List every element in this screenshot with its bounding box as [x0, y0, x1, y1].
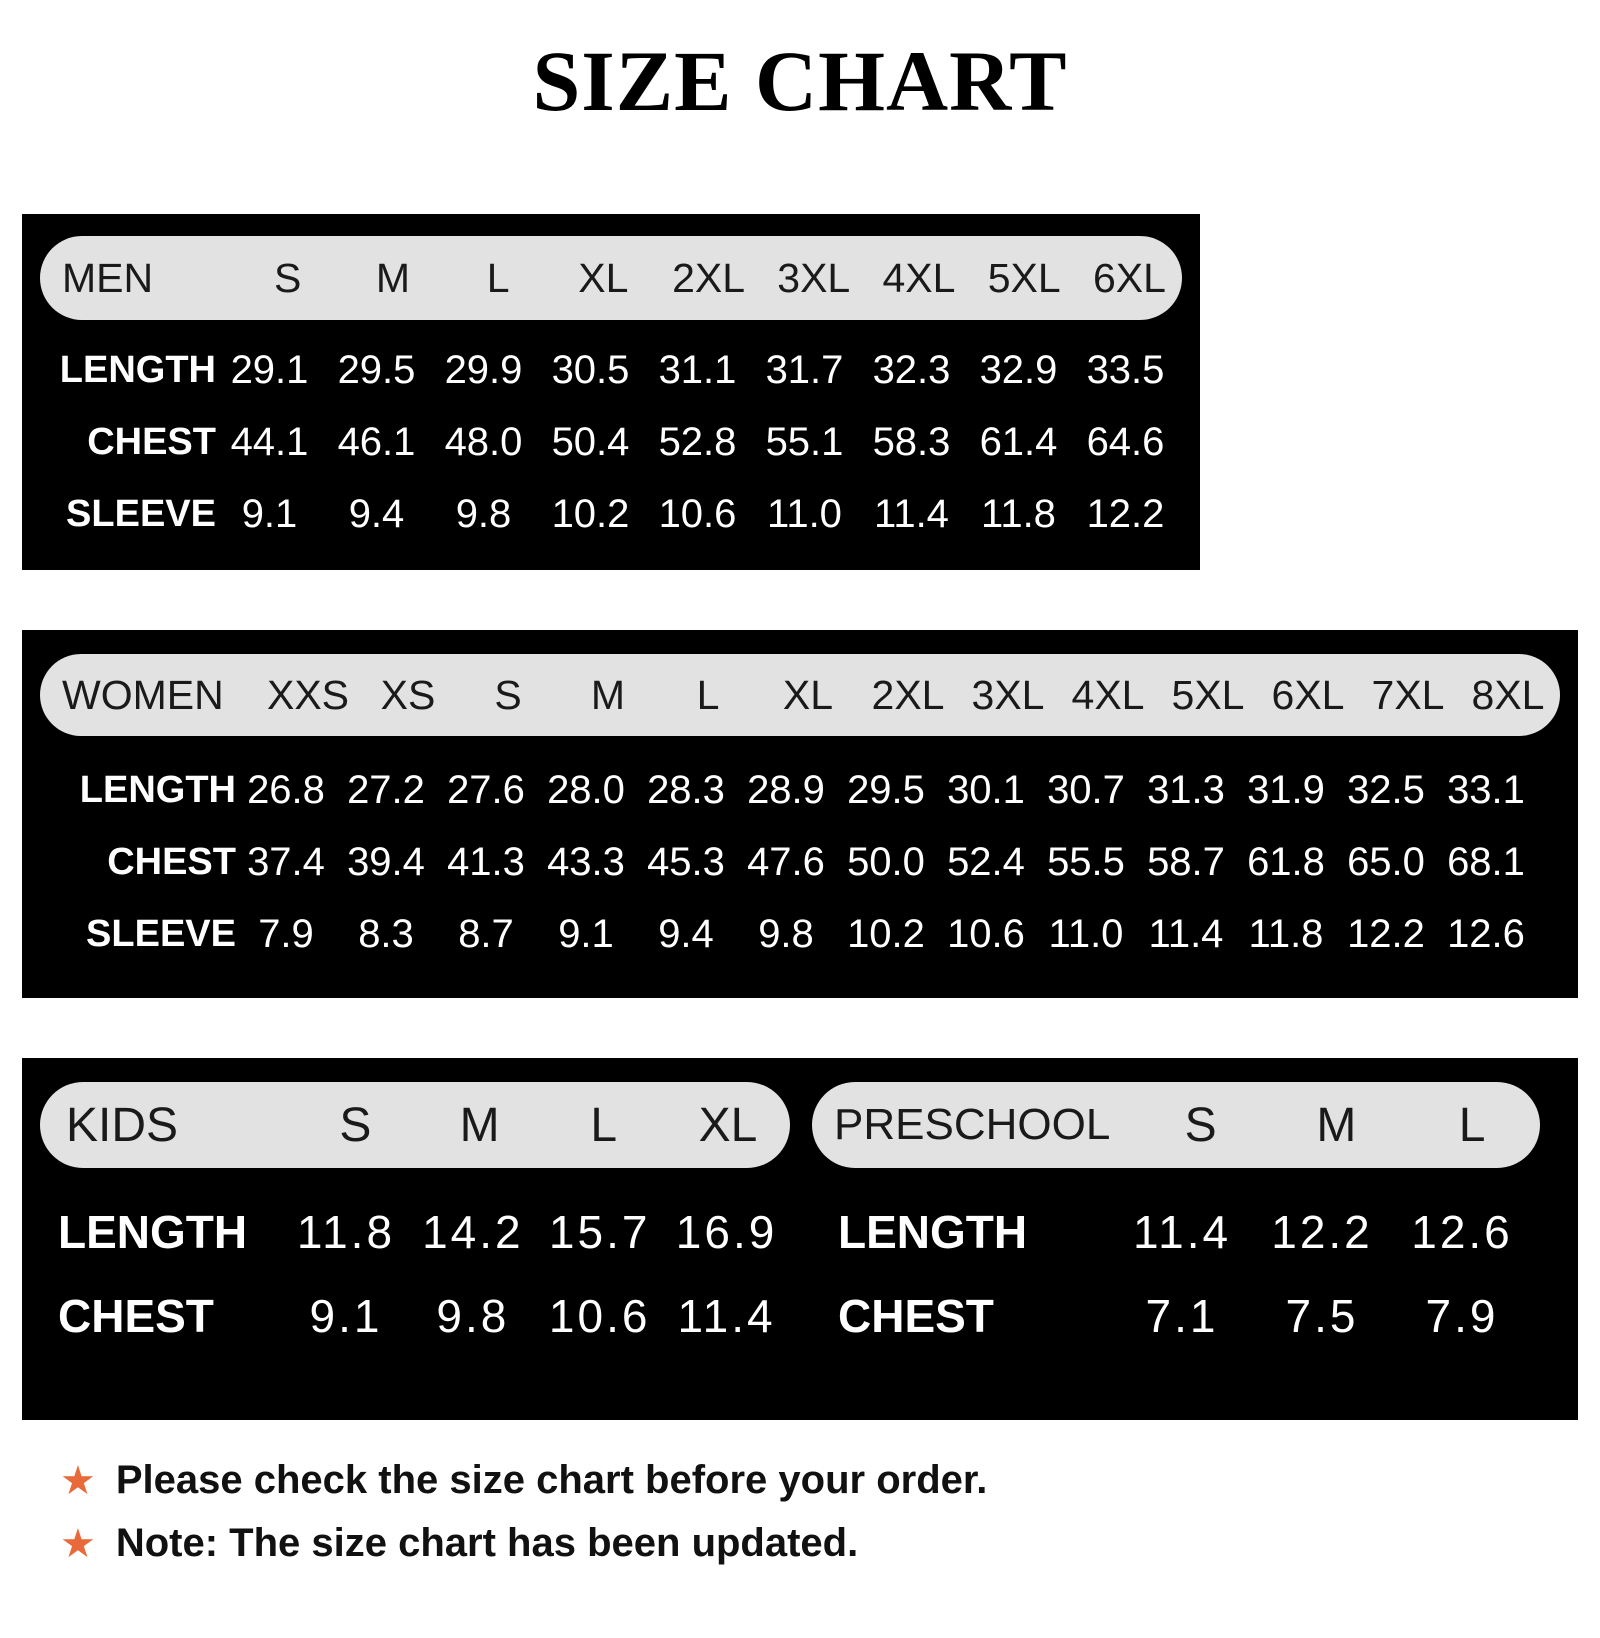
table-row [40, 898, 1560, 970]
size-chart-page [0, 33, 1600, 1638]
women-chest-2xl: 50.0 [847, 839, 925, 884]
women-length-8xl: 33.1 [1447, 767, 1525, 812]
women-length-5xl: 31.3 [1147, 767, 1225, 812]
men-size-table [22, 214, 1200, 570]
women-header-label: WOMEN [62, 671, 224, 718]
kids-chest-s: 9.1 [309, 1290, 383, 1342]
table-row [40, 754, 1560, 826]
men-size-m: M [375, 254, 410, 301]
kids-size-l: L [590, 1098, 618, 1152]
women-chest-xs: 39.4 [347, 839, 425, 884]
women-size-5xl: 5XL [1171, 671, 1245, 718]
men-length-l: 29.9 [444, 347, 523, 392]
women-length-xxs: 26.8 [247, 767, 325, 812]
women-sleeve-m: 9.1 [558, 911, 614, 956]
women-size-l: L [696, 671, 720, 718]
women-size-6xl: 6XL [1271, 671, 1345, 718]
women-sleeve-2xl: 10.2 [847, 911, 925, 956]
women-size-table [22, 630, 1578, 998]
women-size-xs: XS [380, 671, 436, 718]
preschool-length-label: LENGTH [838, 1206, 1028, 1258]
men-sleeve-l: 9.8 [455, 491, 512, 536]
preschool-size-table [812, 1082, 1552, 1402]
table-row [812, 1190, 1552, 1274]
men-length-6xl: 33.5 [1086, 347, 1165, 392]
women-length-2xl: 29.5 [847, 767, 925, 812]
women-chest-xxs: 37.4 [247, 839, 325, 884]
men-size-s: S [273, 254, 302, 301]
women-chest-m: 43.3 [547, 839, 625, 884]
women-sleeve-4xl: 11.0 [1048, 911, 1124, 956]
star-icon: ★ [60, 1521, 96, 1566]
women-length-xs: 27.2 [347, 767, 425, 812]
women-sleeve-s: 8.7 [458, 911, 514, 956]
kids-size-s: S [339, 1098, 372, 1152]
men-length-m: 29.5 [337, 347, 416, 392]
table-row [40, 406, 1182, 478]
preschool-length-m: 12.2 [1271, 1206, 1373, 1258]
men-sleeve-3xl: 11.0 [767, 491, 842, 536]
men-size-6xl: 6XL [1092, 254, 1166, 301]
men-chest-2xl: 52.8 [658, 419, 737, 464]
men-length-s: 29.1 [230, 347, 309, 392]
women-chest-xl: 47.6 [747, 839, 825, 884]
women-sleeve-6xl: 11.8 [1248, 911, 1324, 956]
preschool-header-row [812, 1082, 1540, 1168]
women-length-6xl: 31.9 [1247, 767, 1325, 812]
women-size-s: S [494, 671, 522, 718]
men-length-5xl: 32.9 [979, 347, 1058, 392]
preschool-size-l: L [1458, 1098, 1486, 1152]
men-sleeve-2xl: 10.6 [658, 491, 737, 536]
table-row [40, 478, 1182, 550]
women-length-s: 27.6 [447, 767, 525, 812]
women-size-m: M [590, 671, 626, 718]
preschool-length-l: 12.6 [1411, 1206, 1513, 1258]
note-item [60, 1458, 1540, 1503]
kids-preschool-panel [22, 1058, 1578, 1420]
women-size-2xl: 2XL [871, 671, 945, 718]
kids-length-l: 15.7 [548, 1206, 651, 1258]
women-sleeve-xs: 8.3 [358, 911, 414, 956]
table-row [40, 826, 1560, 898]
preschool-chest-label: CHEST [838, 1290, 994, 1342]
men-chest-3xl: 55.1 [765, 419, 844, 464]
men-sleeve-4xl: 11.4 [874, 491, 949, 536]
women-chest-3xl: 52.4 [947, 839, 1025, 884]
men-size-5xl: 5XL [987, 254, 1061, 301]
women-size-xl: XL [782, 671, 834, 718]
preschool-chest-s: 7.1 [1145, 1290, 1219, 1342]
men-chest-l: 48.0 [444, 419, 523, 464]
kids-length-xl: 16.9 [675, 1206, 778, 1258]
men-size-xl: XL [578, 254, 629, 301]
table-row [812, 1274, 1552, 1358]
preschool-chest-m: 7.5 [1285, 1290, 1359, 1342]
women-size-7xl: 7XL [1371, 671, 1445, 718]
women-sleeve-l: 9.4 [658, 911, 714, 956]
preschool-header-label: PRESCHOOL [834, 1100, 1111, 1149]
kids-length-m: 14.2 [422, 1206, 524, 1258]
kids-chest-m: 9.8 [436, 1290, 510, 1342]
women-length-m: 28.0 [547, 767, 625, 812]
men-sleeve-label: SLEEVE [66, 492, 216, 535]
women-length-label: LENGTH [79, 768, 236, 811]
note-item [60, 1521, 1540, 1566]
kids-header-label: KIDS [66, 1098, 179, 1152]
women-chest-l: 45.3 [647, 839, 725, 884]
men-sleeve-m: 9.4 [348, 491, 405, 536]
men-chest-m: 46.1 [337, 419, 416, 464]
kids-chest-xl: 11.4 [677, 1290, 776, 1342]
women-length-xl: 28.9 [747, 767, 825, 812]
preschool-size-m: M [1316, 1098, 1357, 1152]
men-length-2xl: 31.1 [658, 347, 737, 392]
kids-chest-l: 10.6 [548, 1290, 651, 1342]
women-sleeve-3xl: 10.6 [947, 911, 1025, 956]
men-length-label: LENGTH [59, 348, 216, 391]
men-chest-5xl: 61.4 [979, 419, 1058, 464]
women-chest-8xl: 68.1 [1447, 839, 1525, 884]
men-header-label: MEN [62, 254, 154, 301]
men-chest-6xl: 64.6 [1086, 419, 1165, 464]
women-chest-5xl: 58.7 [1147, 839, 1225, 884]
women-sleeve-5xl: 11.4 [1148, 911, 1224, 956]
notes-section [60, 1458, 1540, 1584]
women-chest-6xl: 61.8 [1247, 839, 1325, 884]
men-chest-s: 44.1 [230, 419, 309, 464]
women-chest-s: 41.3 [447, 839, 525, 884]
kids-size-m: M [459, 1098, 500, 1152]
men-size-3xl: 3XL [777, 254, 851, 301]
men-header-row [40, 236, 1182, 320]
kids-chest-label: CHEST [58, 1290, 214, 1342]
men-length-xl: 30.5 [551, 347, 630, 392]
men-size-2xl: 2XL [672, 254, 746, 301]
women-chest-7xl: 65.0 [1347, 839, 1425, 884]
women-sleeve-label: SLEEVE [86, 912, 236, 955]
men-length-4xl: 32.3 [872, 347, 951, 392]
kids-size-xl: XL [698, 1098, 758, 1152]
men-sleeve-5xl: 11.8 [981, 491, 1056, 536]
men-size-4xl: 4XL [882, 254, 956, 301]
women-length-7xl: 32.5 [1347, 767, 1425, 812]
women-length-l: 28.3 [647, 767, 725, 812]
women-sleeve-xl: 9.8 [758, 911, 814, 956]
women-header-row [40, 654, 1560, 736]
preschool-chest-l: 7.9 [1425, 1290, 1499, 1342]
page-title: SIZE CHART [532, 33, 1068, 129]
preschool-length-s: 11.4 [1132, 1206, 1232, 1258]
table-row [40, 1190, 790, 1274]
men-chest-label: CHEST [87, 420, 216, 463]
note-text-2: Note: The size chart has been updated. [115, 1521, 859, 1565]
women-size-4xl: 4XL [1071, 671, 1145, 718]
men-chest-4xl: 58.3 [872, 419, 951, 464]
women-size-8xl: 8XL [1471, 671, 1545, 718]
preschool-size-s: S [1184, 1098, 1217, 1152]
men-chest-xl: 50.4 [551, 419, 630, 464]
women-chest-4xl: 55.5 [1047, 839, 1125, 884]
women-size-3xl: 3XL [971, 671, 1045, 718]
star-icon: ★ [60, 1458, 96, 1503]
men-size-l: L [486, 254, 510, 301]
kids-header-row [40, 1082, 790, 1168]
table-row [40, 334, 1182, 406]
men-sleeve-xl: 10.2 [551, 491, 630, 536]
men-length-3xl: 31.7 [765, 347, 844, 392]
women-sleeve-xxs: 7.9 [258, 911, 314, 956]
kids-length-label: LENGTH [58, 1206, 248, 1258]
women-chest-label: CHEST [107, 840, 236, 883]
note-text-1: Please check the size chart before your order. [115, 1458, 988, 1502]
men-sleeve-s: 9.1 [241, 491, 298, 536]
table-row [40, 1274, 790, 1358]
kids-size-table [40, 1082, 812, 1402]
women-sleeve-8xl: 12.6 [1447, 911, 1525, 956]
women-length-3xl: 30.1 [947, 767, 1025, 812]
kids-length-s: 11.8 [296, 1206, 396, 1258]
women-sleeve-7xl: 12.2 [1347, 911, 1425, 956]
men-sleeve-6xl: 12.2 [1086, 491, 1165, 536]
women-length-4xl: 30.7 [1047, 767, 1125, 812]
women-size-xxs: XXS [266, 671, 350, 718]
